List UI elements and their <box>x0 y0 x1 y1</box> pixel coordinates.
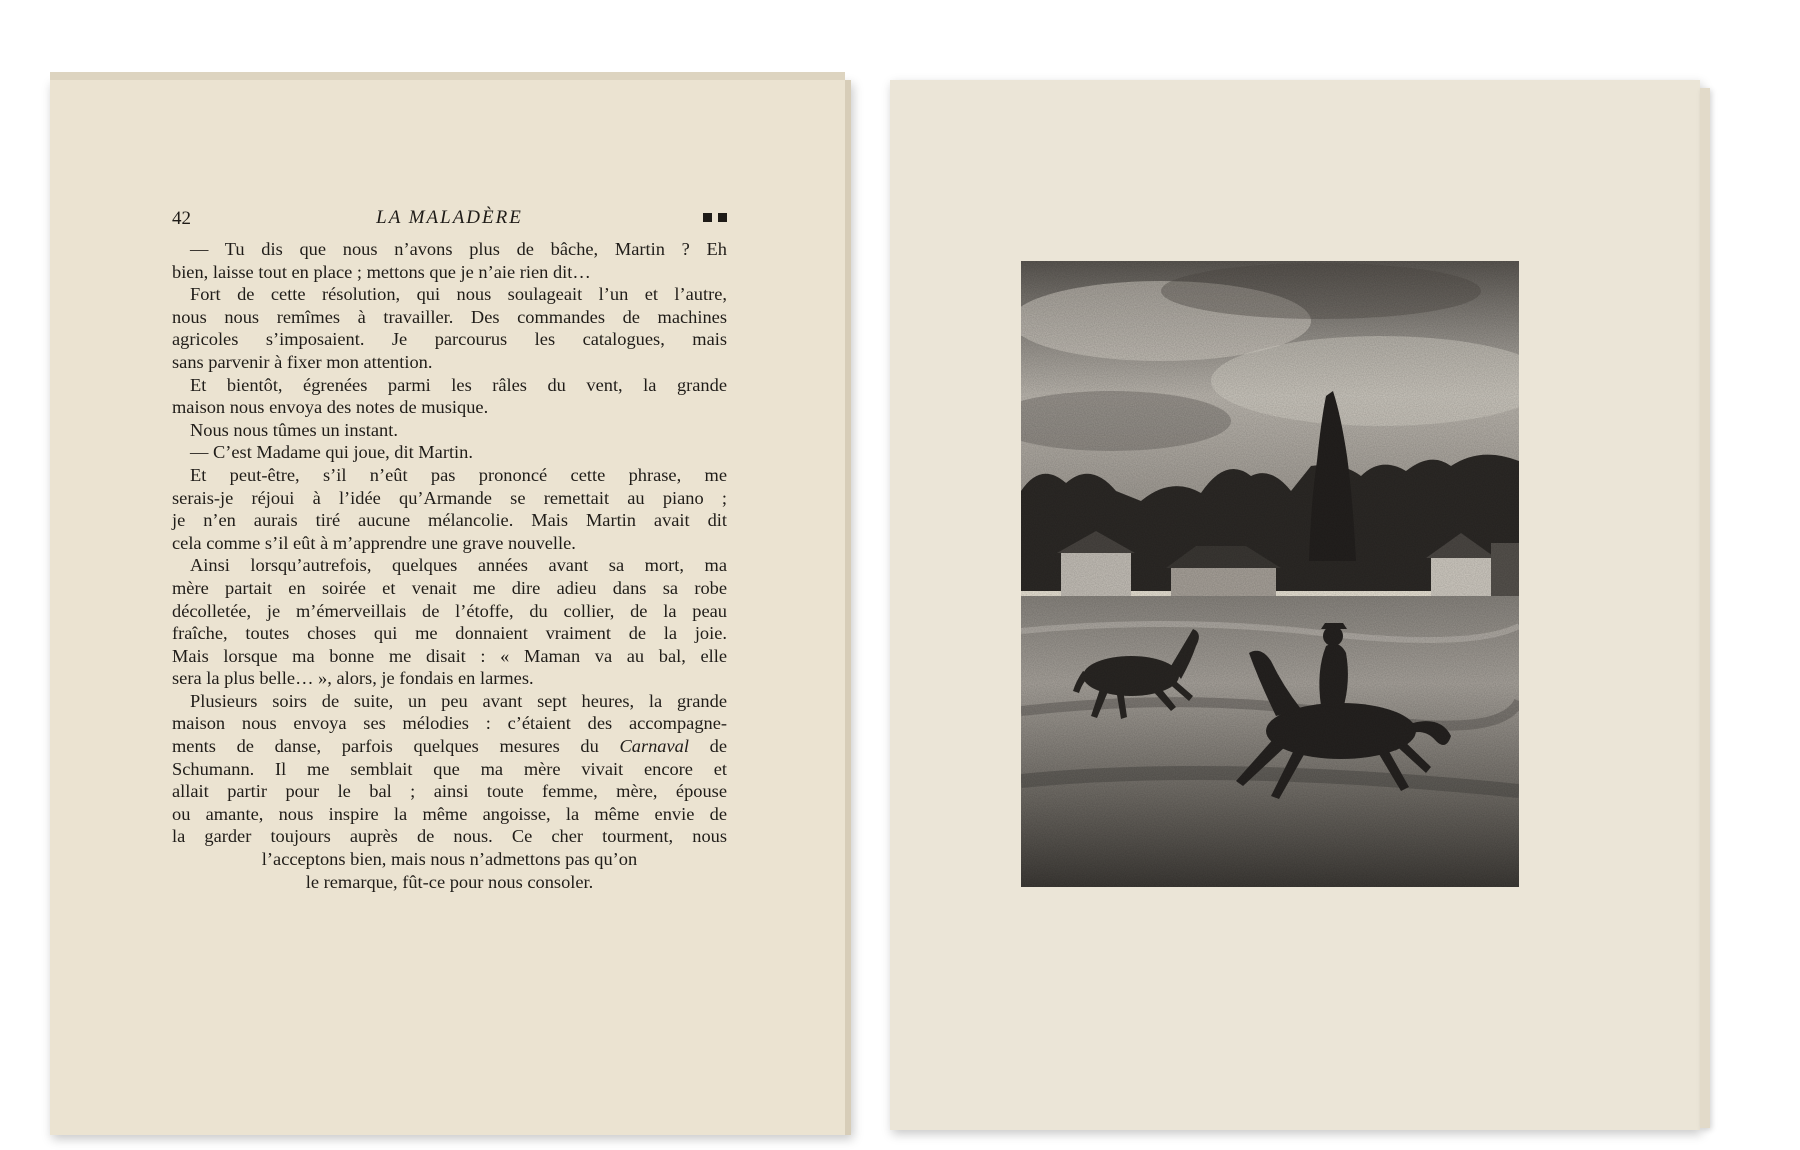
text-line: allait partir pour le bal ; ainsi toute femme, mère, épouse <box>172 781 727 802</box>
text-line: Schumann. Il me semblait que ma mère vivait encore et <box>172 758 727 779</box>
text-line: bien, laisse tout en place ; mettons que je n’aie rien dit… <box>172 261 591 282</box>
text-line: — Tu dis que nous n’avons plus de bâche, Martin ? Eh <box>190 239 727 259</box>
text-line-italic <box>172 735 727 758</box>
text-line: nous nous remîmes à travailler. Des commandes de machines <box>172 306 727 327</box>
text-fragment: de <box>688 736 727 757</box>
text-line: l’acceptons bien, mais nous n’admettons pas qu’on <box>261 849 638 870</box>
text-line: cela comme s’il eût à m’apprendre une grave nouvelle. <box>172 532 576 553</box>
text-line: je n’en aurais tiré aucune mélancolie. Mais Martin avait dit <box>172 510 727 531</box>
text-block <box>172 238 727 893</box>
text-line: le remarque, fût-ce pour nous consoler. <box>305 871 594 892</box>
ornament-squares <box>703 213 727 222</box>
page-number: 42 <box>172 208 191 229</box>
text-line: sans parvenir à fixer mon attention. <box>172 351 433 372</box>
text-line: Mais lorsque ma bonne me disait : « Maman va au bal, elle <box>172 645 727 666</box>
text-line: Ainsi lorsqu’autrefois, quelques années avant sa mort, ma <box>190 555 727 576</box>
text-fragment: ments de danse, parfois quelques mesures du <box>172 736 599 757</box>
text-line: décolletée, je m’émerveillais de l’étoffe, du collier, de la peau <box>172 600 727 621</box>
running-head <box>172 208 727 234</box>
running-title: LA MALADÈRE <box>376 207 523 228</box>
text-line: maison nous envoya des notes de musique. <box>172 397 489 418</box>
text-line: serais-je réjoui à l’idée qu’Armande se remettait au piano ; <box>172 487 727 508</box>
text-line: agricoles s’imposaient. Je parcourus les catalogues, mais <box>172 329 727 350</box>
text-line: ou amante, nous inspire la même angoisse, la même envie de <box>172 803 727 824</box>
lithograph-illustration <box>1021 261 1519 887</box>
italic-title: Carnaval <box>619 736 689 757</box>
square-ornament <box>718 213 727 222</box>
text-line: Plusieurs soirs de suite, un peu avant sept heures, la grande <box>190 690 727 711</box>
text-line: la garder toujours auprès de nous. Ce cher tourment, nous <box>172 826 727 847</box>
text-line: Et peut-être, s’il n’eût pas prononcé cette phrase, me <box>190 464 727 485</box>
text-line: maison nous envoya ses mélodies : c’étaient des accompagne- <box>172 713 727 734</box>
text-line: Fort de cette résolution, qui nous soulageait l’un et l’autre, <box>190 284 727 305</box>
text-line: — C’est Madame qui joue, dit Martin. <box>190 442 473 463</box>
text-line: Nous nous tûmes un instant. <box>190 419 398 440</box>
square-ornament <box>703 213 712 222</box>
text-line: Et bientôt, égrenées parmi les râles du vent, la grande <box>190 374 727 395</box>
text-line: fraîche, toutes choses qui me donnaient vraiment de la joie. <box>172 623 727 644</box>
text-line: sera la plus belle… », alors, je fondais en larmes. <box>172 668 534 689</box>
text-line: mère partait en soirée et venait me dire adieu dans sa robe <box>172 577 727 598</box>
